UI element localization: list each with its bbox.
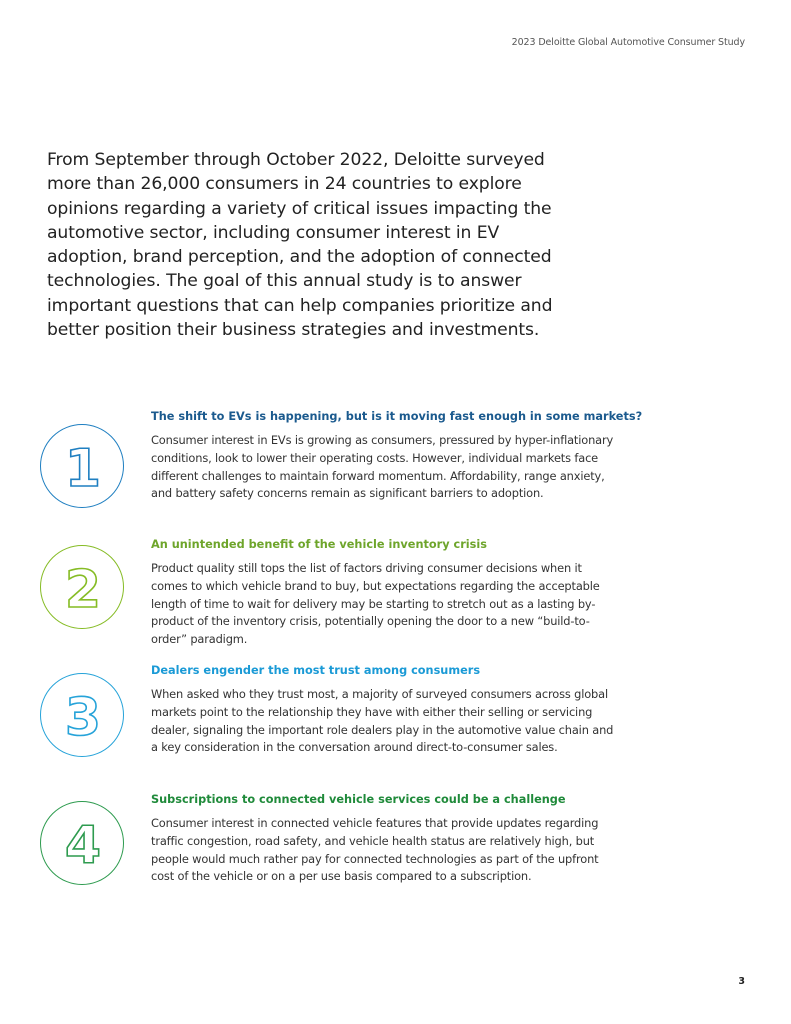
finding-body: When asked who they trust most, a majority of surveyed consumers across global markets point to the relationship they have with either their selling or servicing dealer, signaling the important role dealers play in the automotive value chain and a key consideration in the conversation around direct-to-consumer sales.	[151, 687, 614, 755]
finding-title: Dealers engender the most trust among consumers	[151, 664, 481, 677]
finding-body: Consumer interest in EVs is growing as consumers, pressured by hyper-inflationary conditions, look to lower their operating costs. However, individual markets face different challenges to maintain forward momentum. Affordability, range anxiety, and battery safety concerns remain as significant barriers to adoption.	[151, 433, 614, 501]
page-number: 3	[738, 976, 745, 987]
number-3-circle-icon	[40, 673, 124, 757]
intro-paragraph: From September through October 2022, Deloitte surveyed more than 26,000 consumers in 24 countries to explore opinions regarding a variety of critical issues impacting the automotive sector, including consumer interest in EV adoption, brand perception, and the adoption of connected technologies. The goal of this annual study is to answer important questions that can help companies prioritize and better position their business strategies and investments.	[47, 150, 553, 341]
finding-body: Product quality still tops the list of factors driving consumer decisions when it comes to which vehicle brand to buy, but expectations regarding the acceptable length of time to wait for delivery may be starting to stretch out as a lasting by-product of the inventory crisis, potentially opening the door to a new “build-to-order” paradigm.	[151, 561, 600, 647]
running-header: 2023 Deloitte Global Automotive Consumer Study	[511, 37, 745, 48]
finding-number: 2	[64, 560, 102, 620]
finding-body: Consumer interest in connected vehicle features that provide updates regarding traffic congestion, road safety, and vehicle health status are relatively high, but people would much rather pay for connected technologies as part of the upfront cost of the vehicle or on a per use basis compared to a subscription.	[151, 816, 599, 884]
finding-number: 3	[64, 688, 102, 748]
finding-title: The shift to EVs is happening, but is it moving fast enough in some markets?	[151, 410, 643, 423]
finding-title: Subscriptions to connected vehicle services could be a challenge	[151, 793, 566, 806]
finding-number: 1	[64, 439, 102, 499]
finding-number: 4	[64, 816, 102, 876]
number-1-circle-icon	[40, 424, 124, 508]
number-2-circle-icon	[40, 545, 124, 629]
finding-title: An unintended benefit of the vehicle inventory crisis	[151, 538, 487, 551]
number-4-circle-icon	[40, 801, 124, 885]
